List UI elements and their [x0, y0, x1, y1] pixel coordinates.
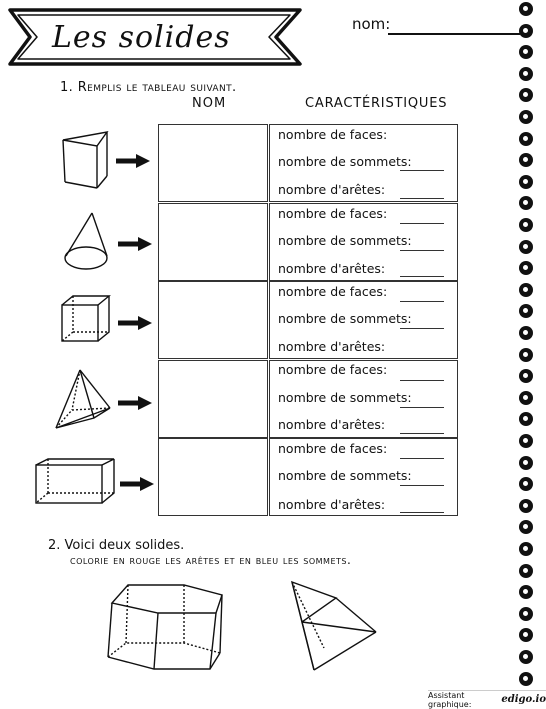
spiral-ring [519, 477, 533, 491]
faces-label: nombre de faces: [278, 127, 388, 142]
spiral-ring [519, 153, 533, 167]
spiral-ring [519, 369, 533, 383]
sommets-blank[interactable] [400, 407, 444, 408]
spiral-ring [519, 542, 533, 556]
name-answer-box[interactable] [158, 124, 268, 202]
aretes-label: nombre d'arêtes: [278, 261, 386, 276]
arrow-right-icon [116, 154, 150, 168]
rectangular-prism-figure [34, 457, 118, 507]
faces-label: nombre de faces: [278, 284, 388, 299]
characteristics-box [269, 438, 458, 516]
footer-brand: edigo.io [501, 694, 546, 705]
spiral-ring [519, 348, 533, 362]
triangular-prism-figure-2 [288, 578, 380, 676]
spiral-ring [519, 67, 533, 81]
characteristics-box [269, 124, 458, 202]
sommets-label: nombre de sommets: [278, 311, 412, 326]
faces-blank[interactable] [400, 380, 444, 381]
column-header-nom: NOM [192, 96, 227, 111]
sommets-label: nombre de sommets: [278, 390, 412, 405]
aretes-blank[interactable] [400, 512, 444, 513]
spiral-ring [519, 24, 533, 38]
arrow-right-icon [118, 316, 152, 330]
hexagonal-prism-figure [104, 583, 230, 675]
spiral-ring [519, 499, 533, 513]
spiral-ring [519, 672, 533, 686]
sommets-blank[interactable] [400, 170, 444, 171]
arrow-right-icon [120, 477, 154, 491]
spiral-ring [519, 650, 533, 664]
spiral-ring [519, 196, 533, 210]
pyramid-figure [52, 368, 114, 432]
aretes-blank[interactable] [400, 433, 444, 434]
spiral-ring [519, 326, 533, 340]
characteristics-box [269, 360, 458, 438]
column-header-characteristics: CARACTÉRISTIQUES [305, 96, 448, 111]
cone-figure [62, 210, 112, 272]
page-title: Les solides [52, 20, 231, 55]
name-answer-box[interactable] [158, 281, 268, 359]
aretes-blank[interactable] [400, 276, 444, 277]
aretes-label: nombre d'arêtes: [278, 417, 386, 432]
sommets-blank[interactable] [400, 485, 444, 486]
question-1-instruction: 1. Remplis le tableau suivant. [60, 80, 237, 95]
sommets-label: nombre de sommets: [278, 154, 412, 169]
faces-blank[interactable] [400, 458, 444, 459]
characteristics-box [269, 203, 458, 281]
aretes-blank[interactable] [400, 198, 444, 199]
spiral-ring [519, 304, 533, 318]
spiral-ring [519, 520, 533, 534]
aretes-label: nombre d'arêtes: [278, 497, 386, 512]
spiral-ring [519, 175, 533, 189]
spiral-ring [519, 2, 533, 16]
spiral-ring [519, 45, 533, 59]
spiral-ring [519, 628, 533, 642]
characteristics-box [269, 281, 458, 359]
name-field-line[interactable] [388, 33, 520, 35]
aretes-label: nombre d'arêtes: [278, 339, 386, 354]
spiral-ring [519, 132, 533, 146]
spiral-ring [519, 283, 533, 297]
name-answer-box[interactable] [158, 203, 268, 281]
cube-figure [60, 294, 112, 344]
question-2-subinstruction: colorie en rouge les arêtes et en bleu les sommets. [70, 553, 352, 567]
spiral-ring [519, 88, 533, 102]
question-2-instruction: 2. Voici deux solides. [48, 538, 185, 553]
name-answer-box[interactable] [158, 438, 268, 516]
sommets-blank[interactable] [400, 250, 444, 251]
spiral-ring [519, 585, 533, 599]
sommets-blank[interactable] [400, 328, 444, 329]
arrow-right-icon [118, 396, 152, 410]
spiral-ring [519, 391, 533, 405]
sommets-label: nombre de sommets: [278, 233, 412, 248]
spiral-ring [519, 434, 533, 448]
spiral-ring [519, 261, 533, 275]
faces-blank[interactable] [400, 223, 444, 224]
spiral-ring [519, 110, 533, 124]
spiral-ring [519, 564, 533, 578]
sommets-label: nombre de sommets: [278, 468, 412, 483]
name-label: nom: [352, 15, 391, 33]
triangular-prism-figure [60, 130, 110, 192]
spiral-ring [519, 456, 533, 470]
faces-blank[interactable] [400, 301, 444, 302]
aretes-label: nombre d'arêtes: [278, 182, 386, 197]
spiral-ring [519, 240, 533, 254]
spiral-ring [519, 218, 533, 232]
spiral-ring [519, 607, 533, 621]
faces-label: nombre de faces: [278, 206, 388, 221]
name-answer-box[interactable] [158, 360, 268, 438]
footer-text: Assistant graphique: [428, 690, 472, 709]
footer-credit [428, 690, 546, 708]
spiral-ring [519, 412, 533, 426]
arrow-right-icon [118, 237, 152, 251]
faces-label: nombre de faces: [278, 362, 388, 377]
faces-label: nombre de faces: [278, 441, 388, 456]
